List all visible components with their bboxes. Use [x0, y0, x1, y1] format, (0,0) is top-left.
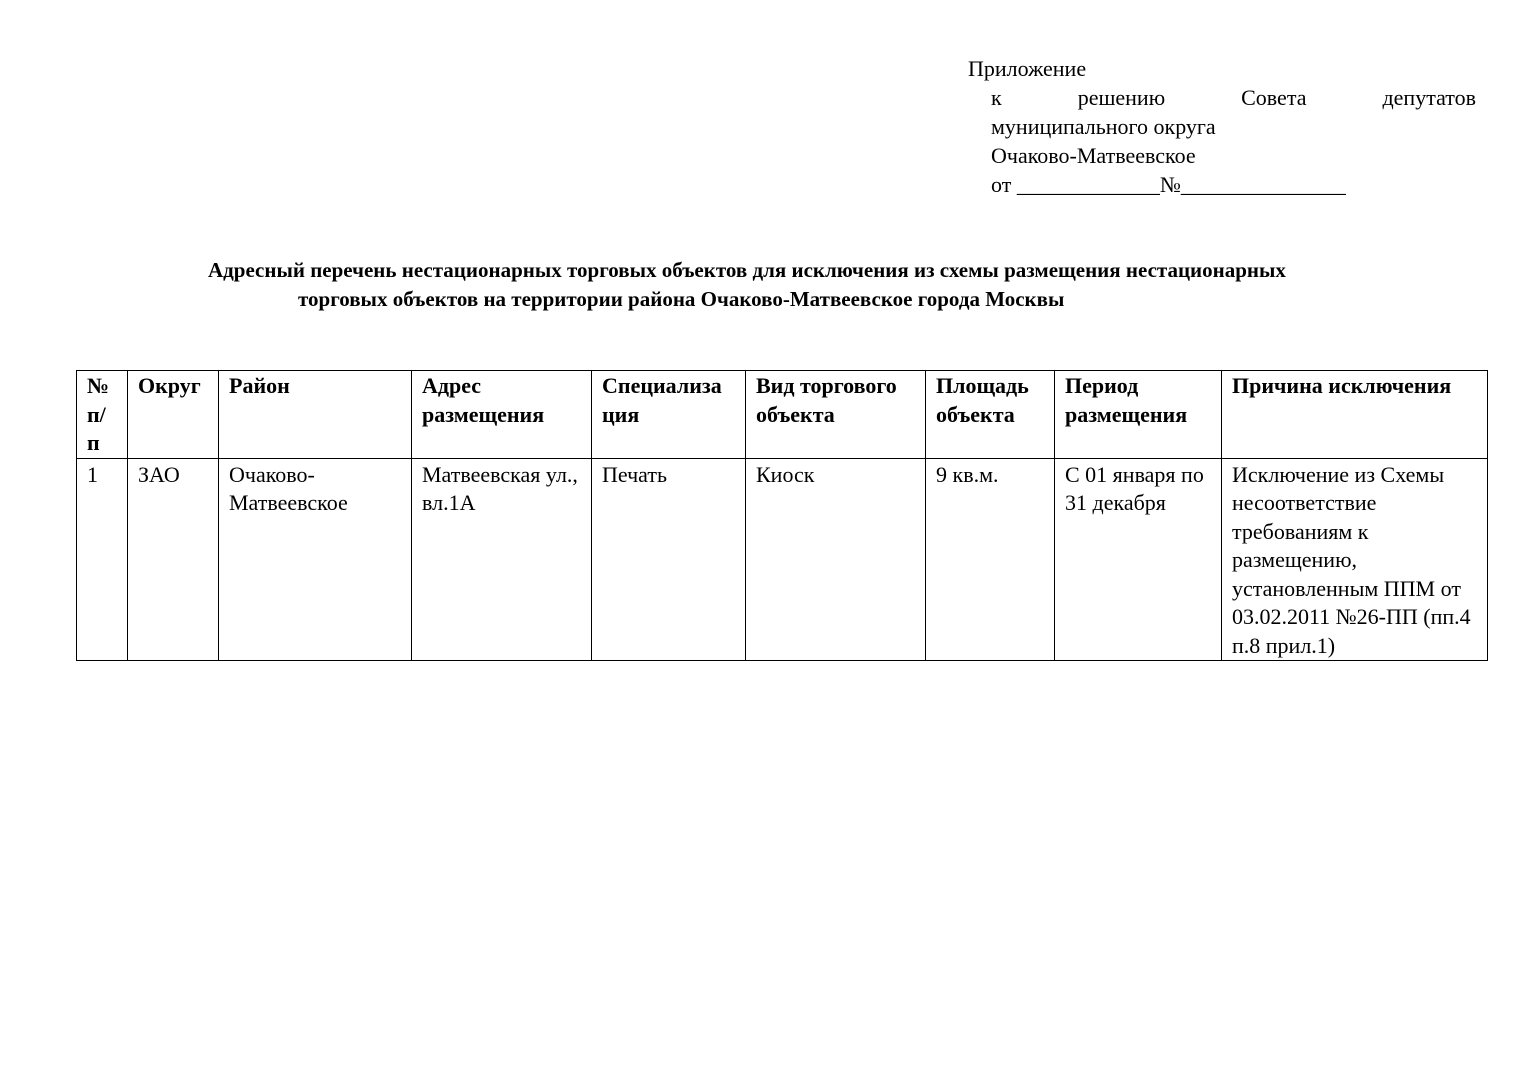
cell-reason: Исключение из Схемы несоответствие требованиям к размещению, установленным ППМ от 03.02.2011 №26-ПП (пп.4 п.8 прил.1)	[1222, 458, 1488, 661]
table-row	[77, 458, 1488, 661]
header-object-type: Вид торгового объекта	[746, 371, 926, 459]
header-rayon: Район	[219, 371, 412, 459]
appendix-word: Совета	[1241, 85, 1307, 110]
document-title	[80, 256, 1512, 314]
objects-table	[76, 370, 1488, 661]
header-reason: Причина исключения	[1222, 371, 1488, 459]
appendix-word: депутатов	[1382, 85, 1476, 110]
cell-specialization: Печать	[592, 458, 746, 661]
header-number: № п/ п	[77, 371, 128, 459]
cell-object-type: Киоск	[746, 458, 926, 661]
cell-okrug: ЗАО	[128, 458, 219, 661]
appendix-line-district: муниципального округа	[991, 114, 1216, 139]
table-header-row	[77, 371, 1488, 459]
cell-address: Матвеевская ул., вл.1А	[412, 458, 592, 661]
appendix-line-decision	[968, 83, 1476, 112]
document-title-line-2: торговых объектов на территории района Очаково-Матвеевское города Москвы	[298, 287, 1065, 311]
cell-rayon: Очаково-Матвеевское	[219, 458, 412, 661]
appendix-word: решению	[1077, 85, 1166, 110]
header-area: Площадь объекта	[926, 371, 1055, 459]
cell-area: 9 кв.м.	[926, 458, 1055, 661]
appendix-block	[968, 54, 1476, 199]
header-period: Период размещения	[1055, 371, 1222, 459]
document-title-line-1: Адресный перечень нестационарных торговых объектов для исключения из схемы размещения нестационарных	[208, 258, 1286, 282]
header-okrug: Округ	[128, 371, 219, 459]
appendix-title: Приложение	[968, 56, 1087, 81]
cell-period: С 01 января по 31 декабря	[1055, 458, 1222, 661]
header-specialization: Специализа ция	[592, 371, 746, 459]
cell-number: 1	[77, 458, 128, 661]
appendix-line-date-number: от _____________№_______________	[991, 172, 1346, 197]
header-address: Адрес размещения	[412, 371, 592, 459]
appendix-word: к	[991, 85, 1002, 110]
appendix-line-name: Очаково-Матвеевское	[991, 143, 1196, 168]
